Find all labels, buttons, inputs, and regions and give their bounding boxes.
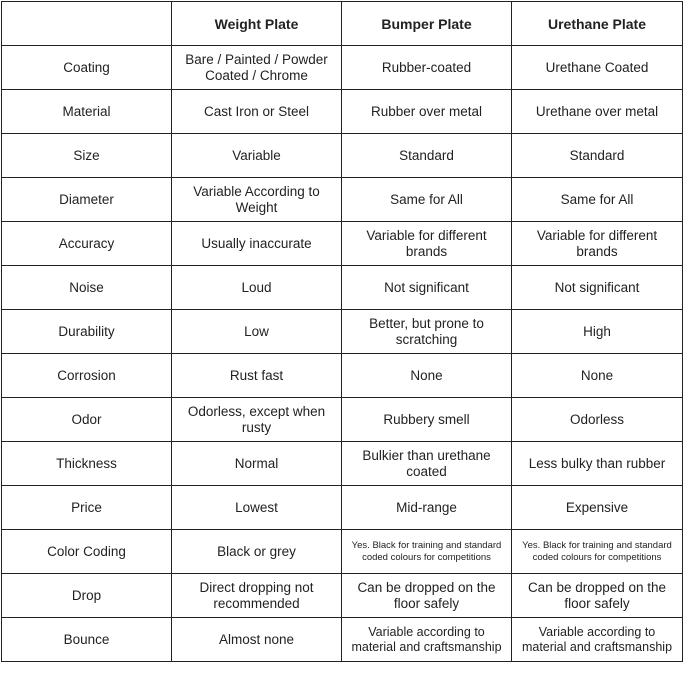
table-row — [2, 398, 683, 442]
table-row — [2, 574, 683, 618]
table-row — [2, 266, 683, 310]
cell-weight: Variable — [172, 134, 342, 178]
cell-weight: Bare / Painted / Powder Coated / Chrome — [172, 46, 342, 90]
cell-bumper: Better, but prone to scratching — [342, 310, 512, 354]
cell-weight: Low — [172, 310, 342, 354]
cell-urethane: Same for All — [512, 178, 683, 222]
cell-urethane: Variable for different brands — [512, 222, 683, 266]
cell-bumper: Yes. Black for training and standard coded colours for competitions — [342, 530, 512, 574]
cell-urethane: Urethane over metal — [512, 90, 683, 134]
row-label: Price — [2, 486, 172, 530]
row-label: Bounce — [2, 618, 172, 662]
cell-bumper: Same for All — [342, 178, 512, 222]
table-row — [2, 90, 683, 134]
cell-bumper: Not significant — [342, 266, 512, 310]
cell-urethane: None — [512, 354, 683, 398]
cell-weight: Odorless, except when rusty — [172, 398, 342, 442]
table-row — [2, 46, 683, 90]
cell-bumper: Variable according to material and craftsmanship — [342, 618, 512, 662]
cell-weight: Almost none — [172, 618, 342, 662]
cell-bumper: Rubbery smell — [342, 398, 512, 442]
row-label: Durability — [2, 310, 172, 354]
header-weight-plate: Weight Plate — [172, 2, 342, 46]
cell-weight: Usually inaccurate — [172, 222, 342, 266]
cell-bumper: Can be dropped on the floor safely — [342, 574, 512, 618]
cell-urethane: Not significant — [512, 266, 683, 310]
cell-urethane: Yes. Black for training and standard coded colours for competitions — [512, 530, 683, 574]
table-row — [2, 618, 683, 662]
row-label: Thickness — [2, 442, 172, 486]
cell-weight: Lowest — [172, 486, 342, 530]
row-label: Corrosion — [2, 354, 172, 398]
cell-bumper: Rubber-coated — [342, 46, 512, 90]
header-bumper-plate: Bumper Plate — [342, 2, 512, 46]
cell-urethane: High — [512, 310, 683, 354]
cell-bumper: None — [342, 354, 512, 398]
table-row — [2, 354, 683, 398]
cell-weight: Normal — [172, 442, 342, 486]
cell-urethane: Standard — [512, 134, 683, 178]
cell-bumper: Variable for different brands — [342, 222, 512, 266]
table-row — [2, 178, 683, 222]
cell-weight: Loud — [172, 266, 342, 310]
table-row — [2, 222, 683, 266]
table-row — [2, 442, 683, 486]
header-corner — [2, 2, 172, 46]
cell-weight: Rust fast — [172, 354, 342, 398]
cell-weight: Cast Iron or Steel — [172, 90, 342, 134]
header-row — [2, 2, 683, 46]
table-row — [2, 134, 683, 178]
row-label: Drop — [2, 574, 172, 618]
cell-urethane: Expensive — [512, 486, 683, 530]
row-label: Size — [2, 134, 172, 178]
cell-bumper: Standard — [342, 134, 512, 178]
cell-urethane: Less bulky than rubber — [512, 442, 683, 486]
cell-urethane: Variable according to material and craftsmanship — [512, 618, 683, 662]
row-label: Color Coding — [2, 530, 172, 574]
cell-bumper: Rubber over metal — [342, 90, 512, 134]
row-label: Material — [2, 90, 172, 134]
cell-urethane: Odorless — [512, 398, 683, 442]
table-row — [2, 530, 683, 574]
cell-weight: Variable According to Weight — [172, 178, 342, 222]
row-label: Diameter — [2, 178, 172, 222]
header-urethane-plate: Urethane Plate — [512, 2, 683, 46]
cell-bumper: Mid-range — [342, 486, 512, 530]
comparison-table — [1, 1, 683, 662]
table-row — [2, 310, 683, 354]
cell-weight: Direct dropping not recommended — [172, 574, 342, 618]
row-label: Odor — [2, 398, 172, 442]
cell-bumper: Bulkier than urethane coated — [342, 442, 512, 486]
row-label: Coating — [2, 46, 172, 90]
cell-weight: Black or grey — [172, 530, 342, 574]
cell-urethane: Can be dropped on the floor safely — [512, 574, 683, 618]
table-row — [2, 486, 683, 530]
cell-urethane: Urethane Coated — [512, 46, 683, 90]
row-label: Accuracy — [2, 222, 172, 266]
row-label: Noise — [2, 266, 172, 310]
